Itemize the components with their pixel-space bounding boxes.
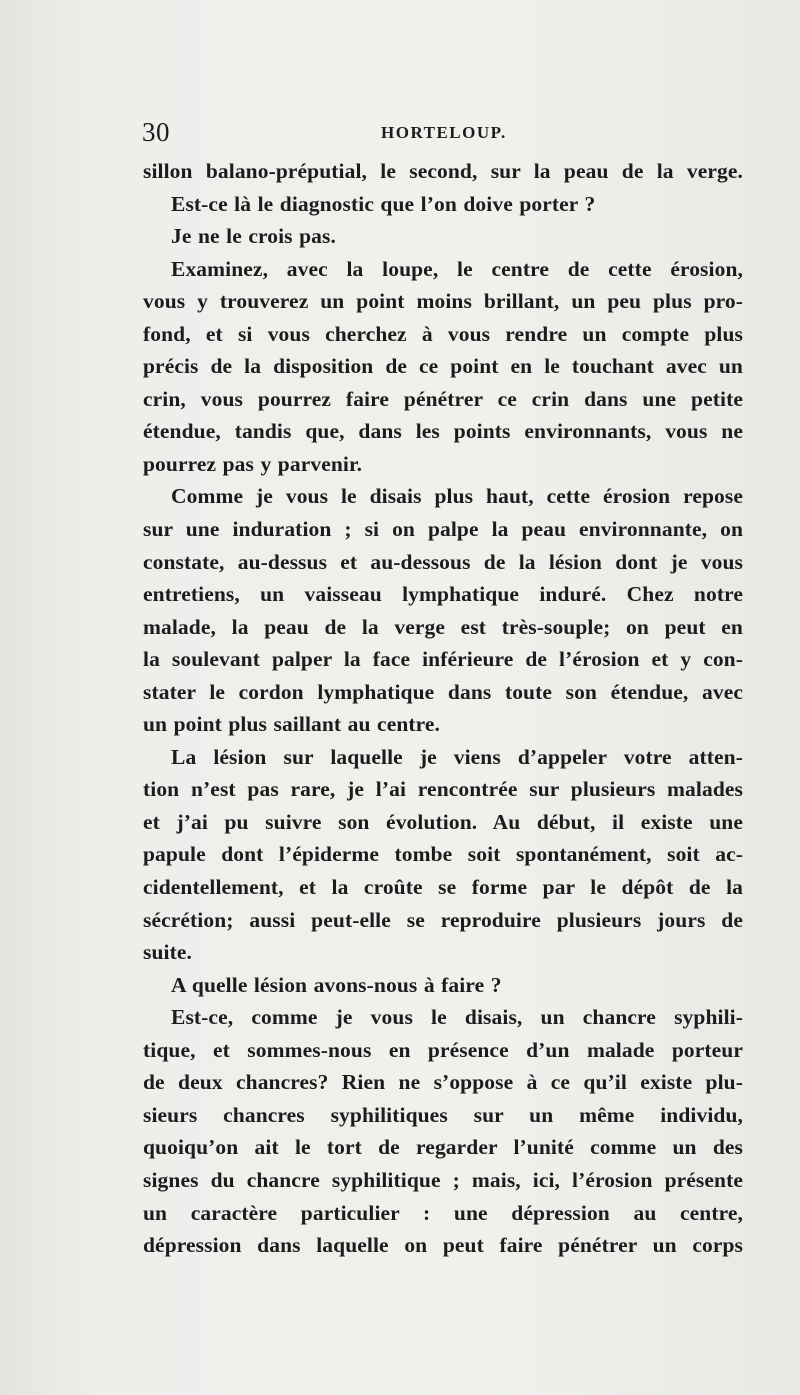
text-line: Est-ce là le diagnostic que l’on doive porter ? (171, 191, 596, 216)
text-line: constate, au-dessus et au-dessous de la lésion dont je vous (143, 549, 743, 574)
text-line: précis de la disposition de ce point en le touchant avec un (143, 354, 743, 379)
text-line: un caractère particulier : une dépression au centre, (143, 1200, 743, 1225)
text-line: tion n’est pas rare, je l’ai rencontrée sur plusieurs malades (143, 777, 743, 802)
text-line: Comme je vous le disais plus haut, cette érosion repose (171, 484, 743, 509)
text-line: Je ne le crois pas. (171, 224, 336, 249)
text-line: papule dont l’épiderme tombe soit spontanément, soit ac- (143, 842, 743, 867)
text-line: vous y trouverez un point moins brillant, un peu plus pro- (143, 289, 743, 314)
text-line: Est-ce, comme je vous le disais, un chancre syphili- (171, 1005, 743, 1030)
text-line: suite. (143, 940, 192, 965)
text-line: A quelle lésion avons-nous à faire ? (171, 972, 502, 997)
text-line: malade, la peau de la verge est très-souple; on peut en (143, 614, 743, 639)
text-line: signes du chancre syphilitique ; mais, ici, l’érosion présente (143, 1167, 743, 1192)
page-header (142, 112, 742, 152)
text-line: tique, et sommes-nous en présence d’un malade porteur (143, 1037, 743, 1062)
text-line: entretiens, un vaisseau lymphatique induré. Chez notre (143, 582, 743, 607)
text-line: fond, et si vous cherchez à vous rendre un compte plus (143, 321, 743, 346)
text-line: Examinez, avec la loupe, le centre de cette érosion, (171, 256, 743, 281)
text-line: cidentellement, et la croûte se forme par le dépôt de la (143, 875, 743, 900)
text-line: dépression dans laquelle on peut faire pénétrer un corps (143, 1233, 743, 1258)
text-line: sieurs chancres syphilitiques sur un même individu, (143, 1102, 743, 1127)
text-line: La lésion sur laquelle je viens d’appeler votre atten- (171, 744, 743, 769)
text-line: et j’ai pu suivre son évolution. Au début, il existe une (143, 809, 743, 834)
text-line: un point plus saillant au centre. (143, 712, 441, 737)
text-line: la soulevant palper la face inférieure de l’érosion et y con- (143, 647, 743, 672)
text-line: sillon balano-préputial, le second, sur la peau de la verge. (143, 159, 743, 183)
text-line: de deux chancres? Rien ne s’oppose à ce qu’il existe plu- (143, 1070, 743, 1095)
body-text (143, 155, 743, 1262)
text-line: étendue, tandis que, dans les points environnants, vous ne (143, 419, 743, 444)
text-line: quoiqu’on ait le tort de regarder l’unité comme un des (143, 1135, 743, 1160)
text-line: sur une induration ; si on palpe la peau environnante, on (143, 517, 743, 542)
running-head: HORTELOUP. (381, 123, 507, 142)
text-line: stater le cordon lymphatique dans toute son étendue, avec (143, 679, 743, 704)
text-line: crin, vous pourrez faire pénétrer ce crin dans une petite (143, 386, 743, 411)
page-number: 30 (142, 117, 170, 147)
text-line: pourrez pas y parvenir. (143, 451, 363, 476)
text-line: sécrétion; aussi peut-elle se reproduire plusieurs jours de (143, 907, 743, 932)
